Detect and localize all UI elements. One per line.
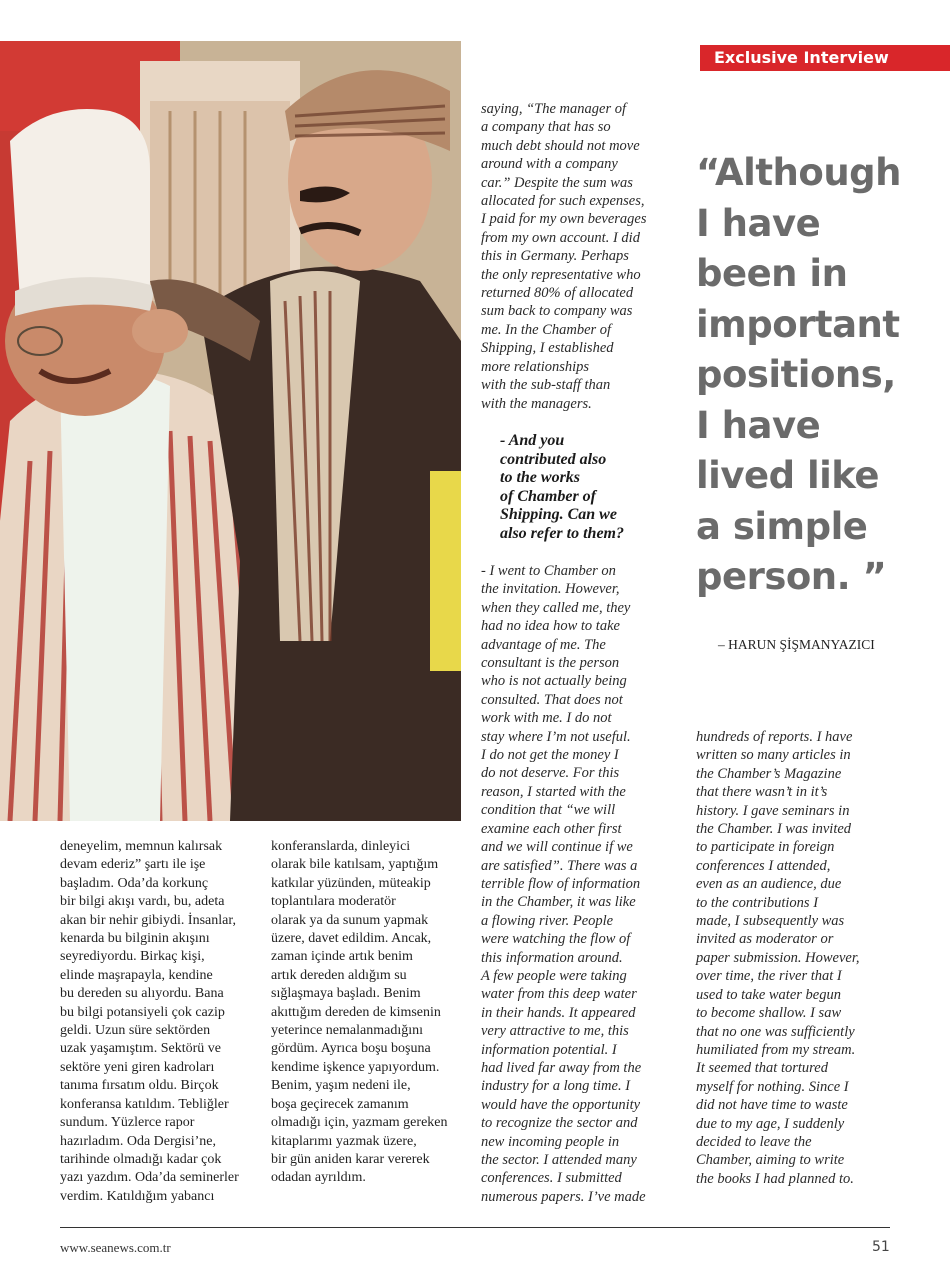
footer-divider <box>60 1227 890 1228</box>
pull-quote-attribution: – HARUN ŞİŞMANYAZICI <box>718 637 875 652</box>
interview-question: - And you contributed also to the works of Chamber of Shipping. Can we also refer to them? <box>500 432 624 542</box>
turkish-column-1: deneyelim, memnun kalırsak devam ederiz” şartı ile işe başladım. Oda’da korkunç bir bilgi akışı vardı, bu, adeta akan bir nehir gibiydi. İnsanlar, kenarda bu bilginin akışını seyrediyordu. Birkaç kişi, elinde maşrapayla, kendine bu dereden su alıyordu. Bana bu bilgi potansiyeli çok cazip geldi. Uzun süre sektörden uzak yaşamıştım. Sektörü ve sektöre yeni giren kadroları tanıma fırsatım oldu. Birçok konferansa katıldım. Tebliğler sundum. Yüzlerce rapor hazırladım. Oda Dergisi’ne, tarihinde olmadığı kadar çok yazı yazdım. Oda’da seminerler verdim. Katıldığım yabancı <box>60 839 239 1204</box>
english-column-1-bottom: - I went to Chamber on the invitation. However, when they called me, they had no idea how to take advantage of me. The consultant is the person who is not actually being consulted. That does not work with me. I do not stay where I’m not useful. I do not get the money I do not deserve. For this reason, I started with the condition that “we will examine each other first and we will continue if we are satisfied”. There was a terrible flow of information in the Chamber, it was like a flowing river. People were watching the flow of this information around. A few people were taking water from this deep water in their hands. It appeared very attractive to me, this information potential. I had lived far away from the industry for a long time. I would have the opportunity to recognize the sector and new incoming people in the sector. I attended many conferences. I submitted numerous papers. I’ve made <box>481 563 646 1205</box>
page-number: 51 <box>872 1239 890 1255</box>
pull-quote: “Although I have been in important positions, I have lived like a simple person. ” <box>696 151 901 598</box>
theatre-photo-icon <box>0 41 461 821</box>
english-column-1-top: saying, “The manager of a company that has so much debt should not move around with a company car.” Despite the sum was allocated for such expenses, I paid for my own beverages from my own account. I did this in Germany. Perhaps the only representative who returned 80% of allocated sum back to company was me. In the Chamber of Shipping, I established more relationships with the sub-staff than with the managers. <box>481 101 647 412</box>
section-badge: Exclusive Interview <box>700 45 950 71</box>
article-photo <box>0 41 461 821</box>
english-column-2: hundreds of reports. I have written so many articles in the Chamber’s Magazine that there wasn’t in it’s history. I gave seminars in the Chamber. I was invited to participate in foreign conferences I attended, even as an audience, due to the contributions I made, I subsequently was invited as moderator or paper submission. However, over time, the river that I used to take water begun to become shallow. I saw that no one was sufficiently humiliated from my stream. It seemed that tortured myself for nothing. Since I did not have time to waste due to my age, I suddenly decided to leave the Chamber, aiming to write the books I had planned to. <box>696 729 860 1187</box>
turkish-column-2: konferanslarda, dinleyici olarak bile katılsam, yaptığım katkılar yüzünden, müteakip toplantılara moderatör olarak ya da sunum yapmak üzere, davet edildim. Ancak, zaman içinde artık benim artık dereden aldığım su sığlaşmaya başladı. Benim akıttığım dereden de kimsenin yeterince nemalanmadığını gördüm. Ayrıca boşu boşuna kendime işkence yapıyordum. Benim, yaşım nedeni ile, boşa geçirecek zamanım olmadığı için, yazmam gereken kitaplarımı yazmak üzere, bir gün aniden karar vererek odadan ayrıldım. <box>271 839 448 1186</box>
footer-url[interactable]: www.seanews.com.tr <box>60 1240 171 1255</box>
